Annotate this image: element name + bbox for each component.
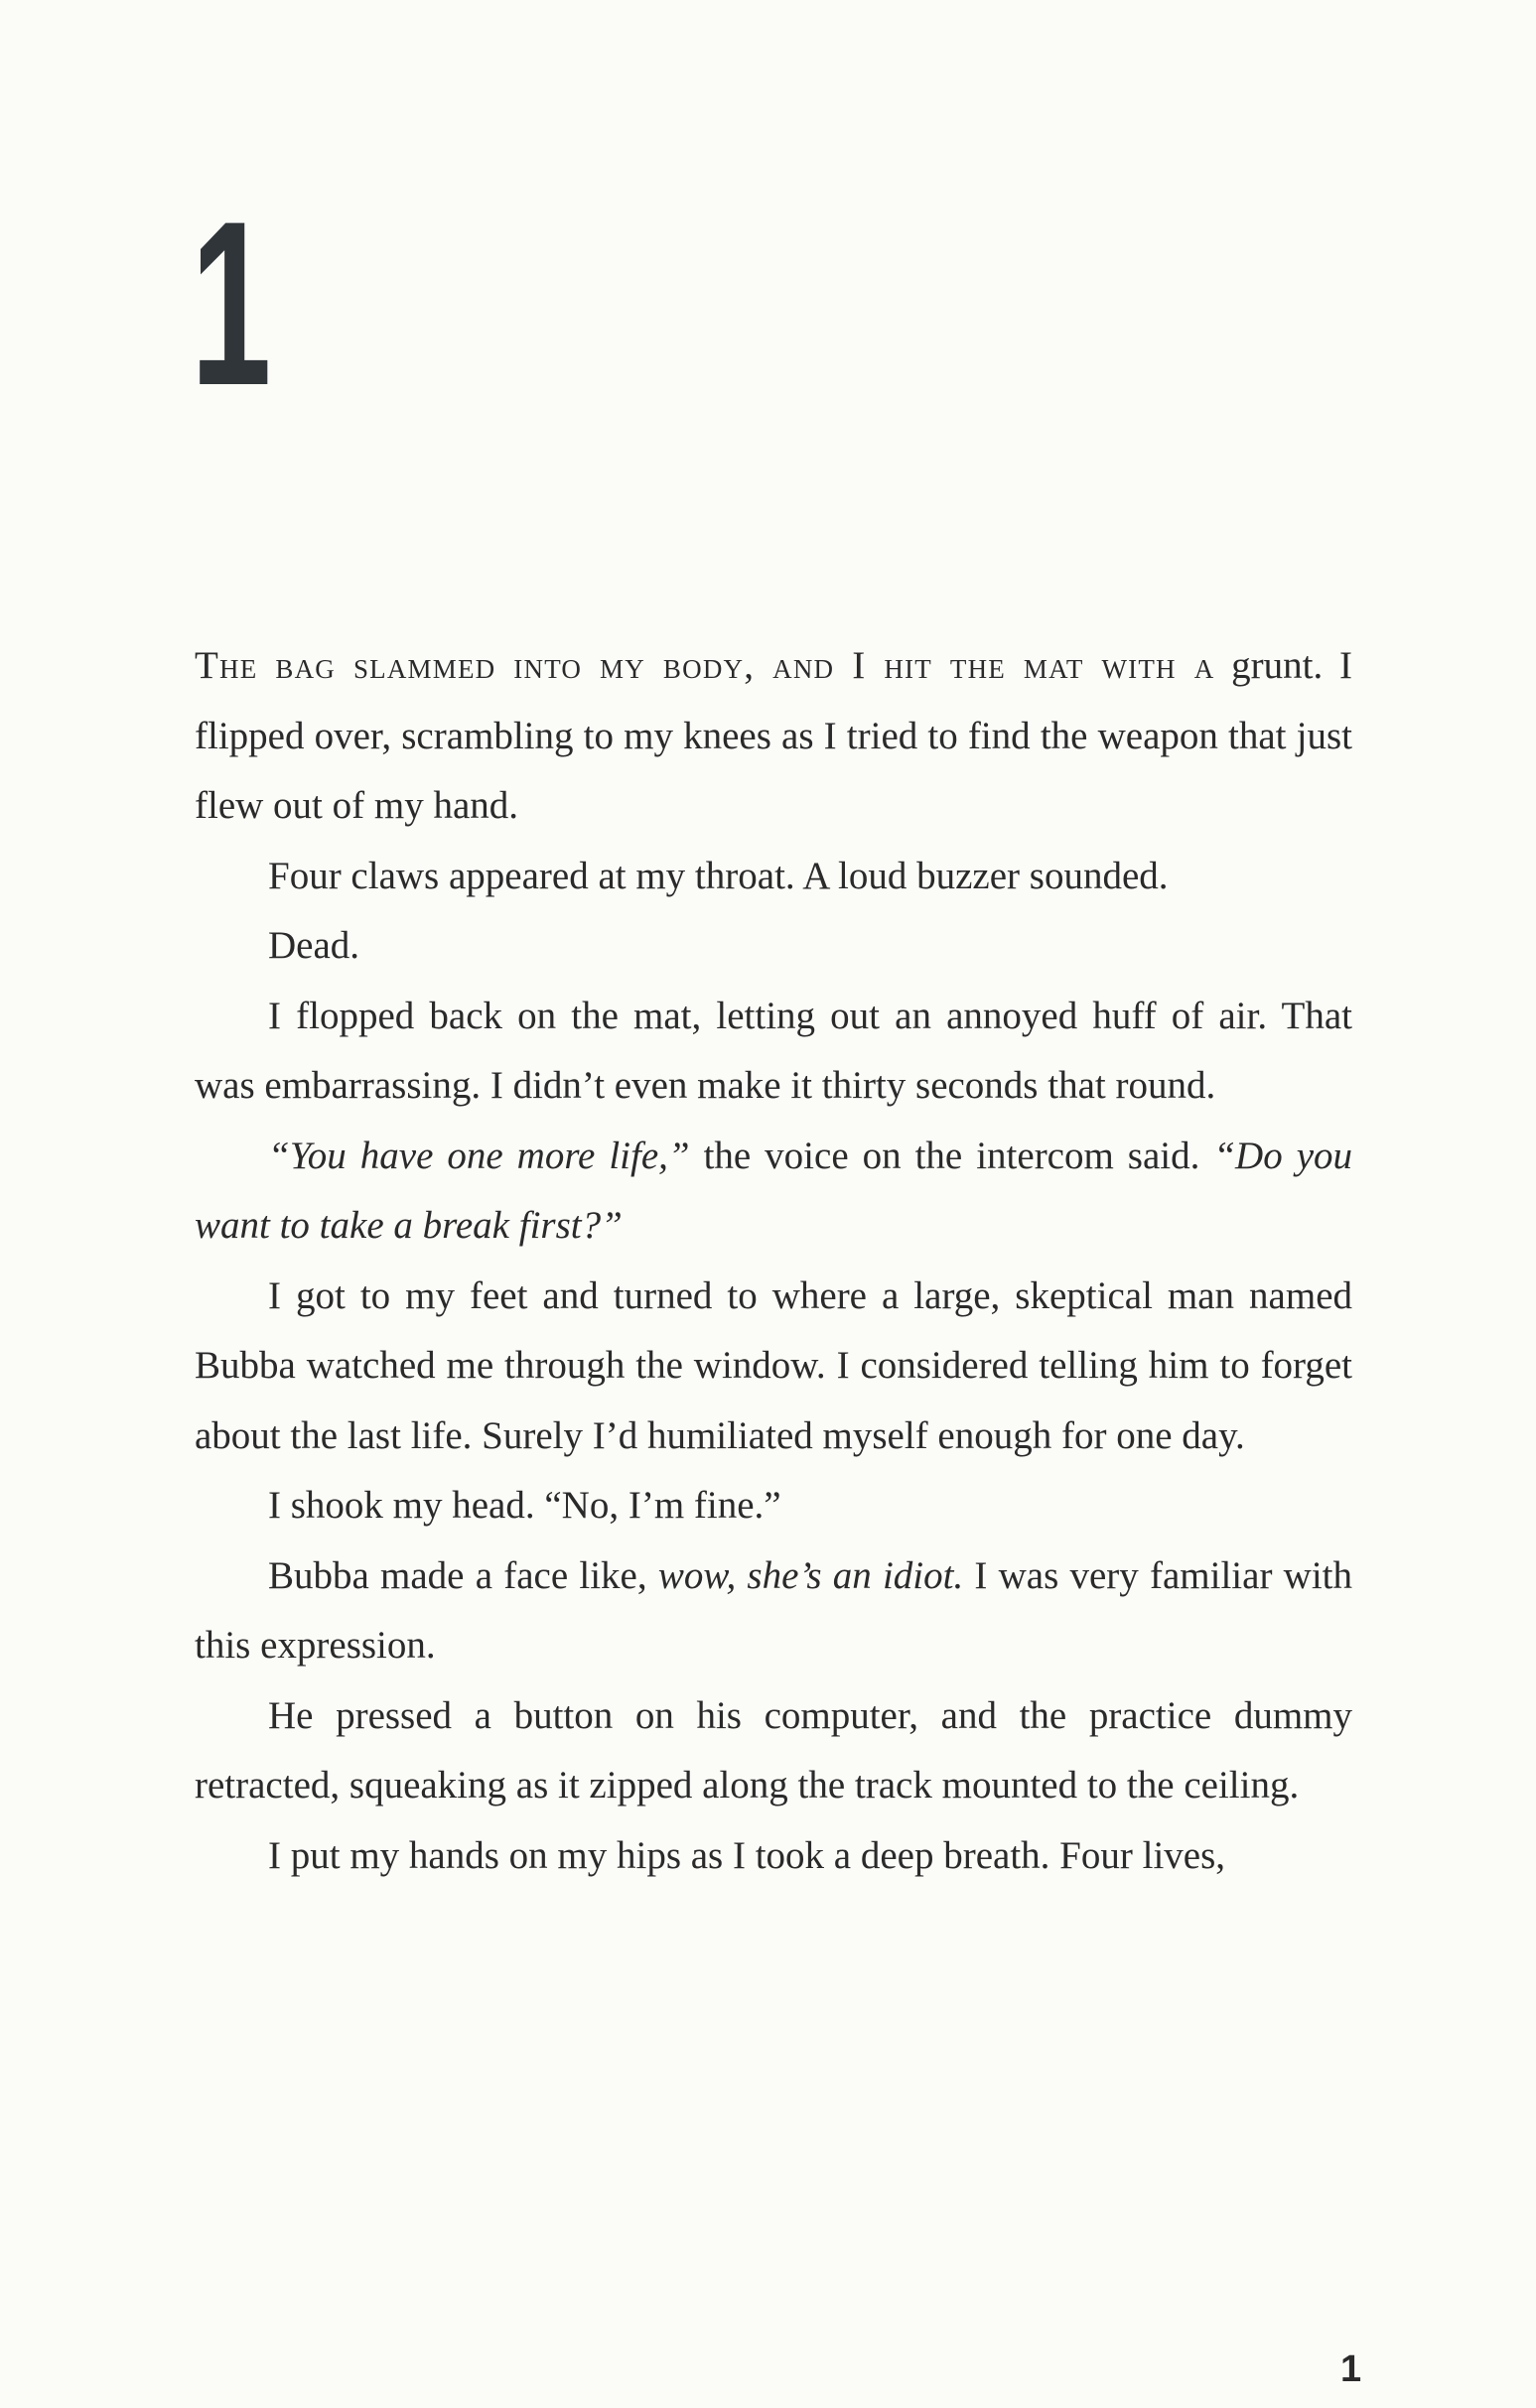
- paragraph: Dead.: [268, 924, 360, 967]
- paragraph-text: the voice on the intercom said.: [689, 1134, 1214, 1177]
- opening-small-caps: The bag slammed into my body, and I hit the mat with a: [195, 644, 1215, 687]
- dialogue-italic: “Do you want to take a break first?”: [195, 1134, 1352, 1247]
- page-number: 1: [1340, 2348, 1362, 2390]
- body-text: [195, 631, 1352, 1891]
- paragraph: I flopped back on the mat, letting out an annoyed huff of air. That was embarrassing. I didn’t even make it thirty seconds that round.: [195, 994, 1352, 1107]
- paragraph: [195, 631, 1352, 842]
- paragraph-text: I was very familiar with this expression.: [195, 1553, 1352, 1667]
- paragraph: I put my hands on my hips as I took a deep breath. Four lives,: [268, 1833, 1226, 1877]
- paragraph-text: grunt. I flipped over, scrambling to my knees as I tried to find the weapon that just flew out of my hand.: [195, 644, 1352, 827]
- dialogue-italic: “You have one more life,”: [268, 1134, 690, 1177]
- paragraph: Four claws appeared at my throat. A loud buzzer sounded.: [268, 854, 1169, 897]
- paragraph: He pressed a button on his computer, and the practice dummy retracted, squeaking as it zipped along the track mounted to the ceiling.: [195, 1693, 1352, 1806]
- paragraph: I shook my head. “No, I’m fine.”: [268, 1484, 781, 1527]
- thought-italic: wow, she’s an idiot.: [657, 1553, 964, 1597]
- chapter-number: 1: [191, 173, 268, 435]
- paragraph: [195, 1122, 1352, 1262]
- paragraph: I got to my feet and turned to where a large, skeptical man named Bubba watched me through the window. I considered telling him to forget about the last life. Surely I’d humiliated myself enough for one day.: [195, 1273, 1352, 1457]
- paragraph: [195, 1541, 1352, 1681]
- paragraph-text: Bubba made a face like,: [268, 1553, 658, 1597]
